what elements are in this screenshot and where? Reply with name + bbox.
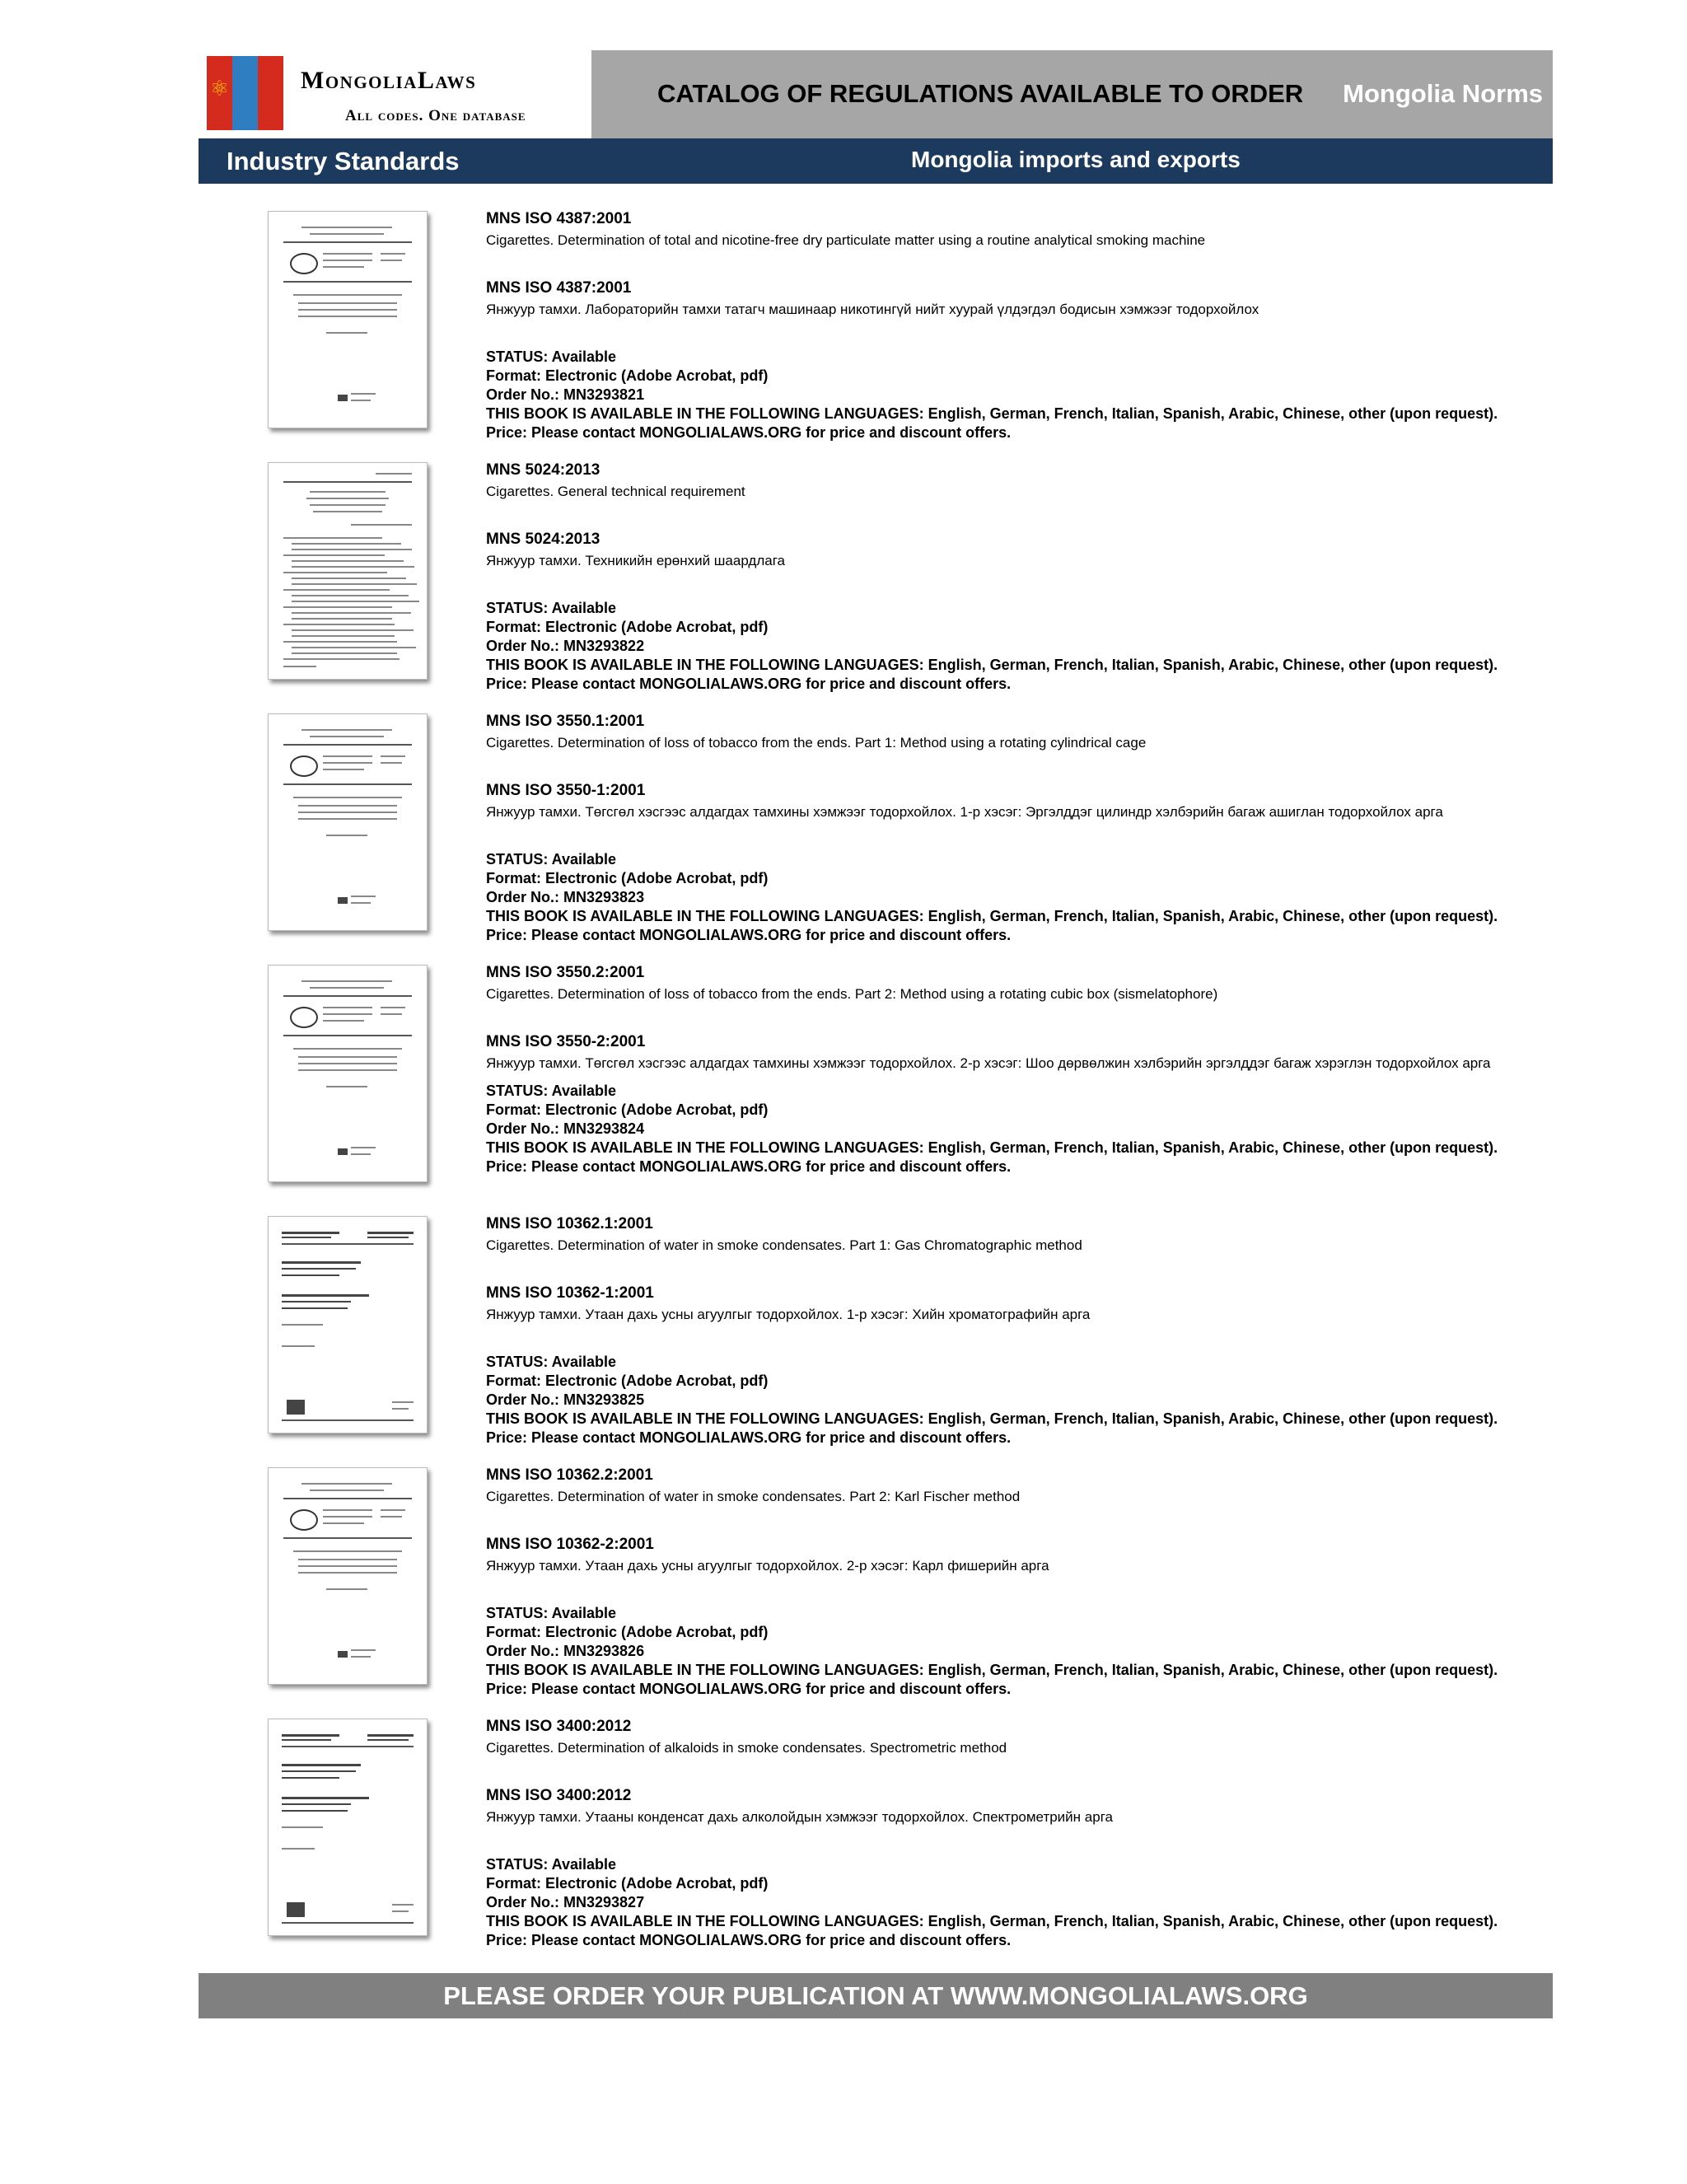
status-line: STATUS: Available (486, 1083, 617, 1099)
languages-line: THIS BOOK IS AVAILABLE IN THE FOLLOWING LANGUAGES: English, German, French, Italian, Spanish, Arabic, Chinese, other (upon request). (486, 908, 1498, 924)
standard-title-mn: Янжуур тамхи. Утаан дахь усны агуулгыг тодорхойлох. 2-р хэсэг: Карл фишерийн арга (486, 1558, 1049, 1574)
document-cover-thumbnail[interactable] (268, 1216, 428, 1433)
standard-title-mn: Янжуур тамхи. Лабораторийн тамхи татагч машинаар никотингүй нийт хуурай үлдэгдэл бодисын хэмжээг тодорхойлох (486, 302, 1259, 317)
catalog-entry (199, 452, 1553, 704)
order-footer[interactable] (199, 1973, 1553, 2018)
standard-title-en: Cigarettes. Determination of loss of tobacco from the ends. Part 1: Method using a rotating cylindrical cage (486, 735, 1147, 751)
standard-title-mn: Янжуур тамхи. Утаан дахь усны агуулгыг тодорхойлох. 1-р хэсэг: Хийн хроматографийн арга (486, 1307, 1091, 1322)
order-number: Order No.: MN3293824 (486, 1120, 645, 1137)
standard-title-en: Cigarettes. Determination of alkaloids in smoke condensates. Spectrometric method (486, 1740, 1007, 1756)
format-line: Format: Electronic (Adobe Acrobat, pdf) (486, 1373, 769, 1389)
languages-line: THIS BOOK IS AVAILABLE IN THE FOLLOWING LANGUAGES: English, German, French, Italian, Spanish, Arabic, Chinese, other (upon request). (486, 1410, 1498, 1427)
standard-title-en: Cigarettes. Determination of loss of tobacco from the ends. Part 2: Method using a rotating cubic box (sismelatophore) (486, 986, 1218, 1002)
format-line: Format: Electronic (Adobe Acrobat, pdf) (486, 619, 769, 635)
entry-details (486, 461, 1549, 694)
standard-code-en[interactable]: MNS ISO 3550.2:2001 (486, 964, 645, 981)
brand-name: MongoliaLaws (301, 67, 477, 94)
soyombo-icon: ⚛ (209, 77, 230, 101)
price-line[interactable]: Price: Please contact MONGOLIALAWS.ORG for price and discount offers. (486, 927, 1012, 943)
standard-code-en[interactable]: MNS ISO 10362.1:2001 (486, 1215, 653, 1232)
subcategory-label: Mongolia imports and exports (911, 147, 1241, 172)
brand-block[interactable] (199, 50, 591, 138)
standard-title-en: Cigarettes. Determination of water in smoke condensates. Part 1: Gas Chromatographic method (486, 1237, 1082, 1253)
standard-code-mn[interactable]: MNS ISO 3550-1:2001 (486, 782, 646, 799)
standard-code-mn[interactable]: MNS ISO 3400:2012 (486, 1787, 632, 1804)
status-line: STATUS: Available (486, 851, 617, 868)
catalog-entry (199, 201, 1553, 452)
entry-details (486, 712, 1549, 945)
entry-details (486, 1214, 1549, 1447)
catalog-entry (199, 955, 1553, 1206)
standard-title-mn: Янжуур тамхи. Утааны конденсат дахь алколойдын хэмжээг тодорхойлох. Спектрометрийн арга (486, 1809, 1113, 1825)
document-cover-thumbnail[interactable] (268, 1719, 428, 1936)
standard-code-mn[interactable]: MNS ISO 4387:2001 (486, 279, 632, 297)
languages-line: THIS BOOK IS AVAILABLE IN THE FOLLOWING LANGUAGES: English, German, French, Italian, Spanish, Arabic, Chinese, other (upon request). (486, 657, 1498, 673)
order-number: Order No.: MN3293826 (486, 1643, 645, 1659)
languages-line: THIS BOOK IS AVAILABLE IN THE FOLLOWING LANGUAGES: English, German, French, Italian, Spanish, Arabic, Chinese, other (upon request). (486, 1662, 1498, 1678)
page-header (199, 50, 1553, 138)
format-line: Format: Electronic (Adobe Acrobat, pdf) (486, 870, 769, 886)
document-cover-thumbnail[interactable] (268, 462, 428, 680)
standard-code-en[interactable]: MNS 5024:2013 (486, 461, 600, 479)
standard-code-en[interactable]: MNS ISO 3550.1:2001 (486, 713, 645, 730)
document-cover-thumbnail[interactable] (268, 965, 428, 1182)
entry-details (486, 963, 1549, 1176)
catalog-entry (199, 1709, 1553, 1960)
standard-title-mn: Янжуур тамхи. Техникийн ерөнхий шаардлага (486, 553, 785, 568)
price-line[interactable]: Price: Please contact MONGOLIALAWS.ORG for price and discount offers. (486, 1681, 1012, 1697)
entry-details (486, 209, 1549, 442)
order-number: Order No.: MN3293827 (486, 1894, 645, 1910)
standard-code-en[interactable]: MNS ISO 4387:2001 (486, 210, 632, 227)
status-line: STATUS: Available (486, 1856, 617, 1873)
category-label: Industry Standards (227, 147, 460, 175)
order-number: Order No.: MN3293821 (486, 386, 645, 403)
standard-title-mn: Янжуур тамхи. Төгсгөл хэсгээс алдагдах тамхины хэмжээг тодорхойлох. 2-р хэсэг: Шоо дөрвөлжин хэлбэрийн эргэлддэг багаж хэрэглэн тодорхойлох арга (486, 1055, 1491, 1071)
standard-title-en: Cigarettes. Determination of water in smoke condensates. Part 2: Karl Fischer method (486, 1489, 1021, 1504)
format-line: Format: Electronic (Adobe Acrobat, pdf) (486, 1624, 769, 1640)
document-cover-thumbnail[interactable] (268, 713, 428, 931)
status-line: STATUS: Available (486, 1354, 617, 1370)
price-line[interactable]: Price: Please contact MONGOLIALAWS.ORG for price and discount offers. (486, 424, 1012, 441)
standard-code-mn[interactable]: MNS ISO 10362-1:2001 (486, 1284, 654, 1302)
price-line[interactable]: Price: Please contact MONGOLIALAWS.ORG for price and discount offers. (486, 1158, 1012, 1175)
order-number: Order No.: MN3293823 (486, 889, 645, 905)
order-number: Order No.: MN3293822 (486, 638, 645, 654)
brand-tagline: All codes. One database (345, 107, 526, 124)
languages-line: THIS BOOK IS AVAILABLE IN THE FOLLOWING LANGUAGES: English, German, French, Italian, Spanish, Arabic, Chinese, other (upon request). (486, 1139, 1498, 1156)
price-line[interactable]: Price: Please contact MONGOLIALAWS.ORG for price and discount offers. (486, 1932, 1012, 1948)
order-number: Order No.: MN3293825 (486, 1391, 645, 1408)
languages-line: THIS BOOK IS AVAILABLE IN THE FOLLOWING LANGUAGES: English, German, French, Italian, Spanish, Arabic, Chinese, other (upon request). (486, 405, 1498, 422)
document-cover-thumbnail[interactable] (268, 1467, 428, 1685)
catalog-entries (199, 201, 1553, 1960)
entry-details (486, 1717, 1549, 1950)
standard-title-en: Cigarettes. Determination of total and nicotine-free dry particulate matter using a routine analytical smoking machine (486, 232, 1206, 248)
standard-title-en: Cigarettes. General technical requirement (486, 484, 745, 499)
status-line: STATUS: Available (486, 600, 617, 616)
catalog-entry (199, 1206, 1553, 1457)
category-bar (199, 138, 1553, 184)
status-line: STATUS: Available (486, 1605, 617, 1621)
catalog-banner (591, 50, 1553, 138)
catalog-entry (199, 704, 1553, 955)
standard-code-en[interactable]: MNS ISO 3400:2012 (486, 1718, 632, 1735)
catalog-entry (199, 1457, 1553, 1709)
standard-title-mn: Янжуур тамхи. Төгсгөл хэсгээс алдагдах тамхины хэмжээг тодорхойлох. 1-р хэсэг: Эргэлддэг цилиндр хэлбэрийн багаж ашиглан тодорхойлох арга (486, 804, 1443, 820)
page-frame (199, 50, 1553, 1948)
languages-line: THIS BOOK IS AVAILABLE IN THE FOLLOWING LANGUAGES: English, German, French, Italian, Spanish, Arabic, Chinese, other (upon request). (486, 1913, 1498, 1929)
price-line[interactable]: Price: Please contact MONGOLIALAWS.ORG for price and discount offers. (486, 676, 1012, 692)
standard-code-mn[interactable]: MNS 5024:2013 (486, 531, 600, 548)
format-line: Format: Electronic (Adobe Acrobat, pdf) (486, 1875, 769, 1892)
norms-label: Mongolia Norms (1343, 79, 1543, 108)
order-footer-text[interactable]: PLEASE ORDER YOUR PUBLICATION AT WWW.MONGOLIALAWS.ORG (443, 1981, 1308, 2010)
document-cover-thumbnail[interactable] (268, 211, 428, 428)
format-line: Format: Electronic (Adobe Acrobat, pdf) (486, 1101, 769, 1118)
entry-details (486, 1466, 1549, 1699)
status-line: STATUS: Available (486, 348, 617, 365)
catalog-title: CATALOG OF REGULATIONS AVAILABLE TO ORDER (657, 79, 1304, 108)
standard-code-mn[interactable]: MNS ISO 3550-2:2001 (486, 1033, 646, 1050)
price-line[interactable]: Price: Please contact MONGOLIALAWS.ORG for price and discount offers. (486, 1429, 1012, 1446)
standard-code-en[interactable]: MNS ISO 10362.2:2001 (486, 1466, 653, 1484)
standard-code-mn[interactable]: MNS ISO 10362-2:2001 (486, 1536, 654, 1553)
format-line: Format: Electronic (Adobe Acrobat, pdf) (486, 367, 769, 384)
